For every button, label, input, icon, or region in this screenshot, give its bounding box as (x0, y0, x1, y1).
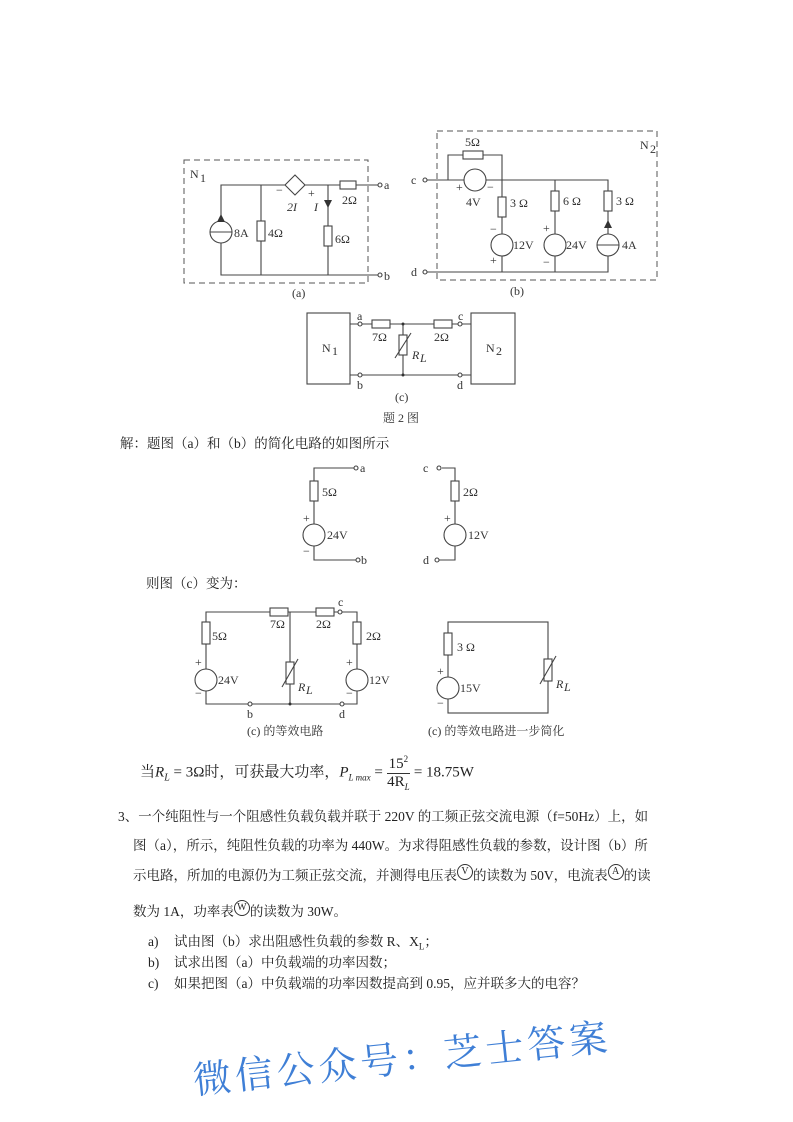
plus-sign: + (543, 221, 550, 235)
question-item (148, 930, 438, 952)
question-item (148, 951, 396, 971)
n1-label: N (322, 341, 331, 355)
terminal-b: b (247, 707, 253, 721)
terminal-a: a (384, 178, 390, 192)
problem-line: 图（a），所示，纯阻性负载的功率为 440W。为求得阻感性负载的参数，设计图（b）所 (133, 838, 648, 853)
r3b-label: 3 Ω (616, 194, 634, 208)
r2a-label: 2Ω (316, 617, 331, 631)
item-text: 试由图（b）求出阻感性负载的参数 R、X (174, 934, 419, 949)
terminal-c: c (338, 595, 344, 609)
terminal-d: d (423, 553, 429, 567)
v4-label: 4V (466, 195, 481, 209)
formula-eq: = (370, 764, 387, 781)
plus-sign: + (490, 253, 497, 267)
terminal-d: d (339, 707, 345, 721)
formula-den-sub: L (404, 782, 410, 792)
plus-sign: + (437, 664, 444, 678)
formula-pre: 当 (140, 764, 156, 781)
n2-label: N (640, 138, 649, 152)
formula-p: P (339, 764, 349, 781)
line-text: 的读数为 30W。 (249, 904, 347, 919)
r6-label: 6 Ω (563, 194, 581, 208)
line-text: 数为 1A，功率表 (133, 904, 234, 919)
v12-label: 12V (369, 673, 390, 687)
rl-sub: L (306, 683, 313, 697)
v12-label: 12V (468, 528, 489, 542)
line-text: 的读 (623, 868, 651, 883)
caption-b: (b) (510, 284, 524, 298)
r3-label: 3 Ω (457, 640, 475, 654)
caption-eq2: (c) 的等效电路进一步简化 (428, 724, 565, 738)
minus-sign: − (437, 696, 444, 710)
minus-sign: − (543, 255, 550, 269)
equivalent-circuit-simplified (428, 622, 571, 738)
rl-sub: L (420, 351, 427, 365)
n2-label: N (486, 341, 495, 355)
formula-rl: R (155, 764, 165, 781)
r2-label: 2Ω (434, 330, 449, 344)
i4-label: 4A (622, 238, 637, 252)
plus-sign: + (303, 511, 310, 525)
current-label: I (314, 200, 318, 214)
watermark: 微信公众号：芝士答案 (190, 1015, 614, 1103)
formula-result: = 18.75W (410, 764, 474, 781)
r5-label: 5Ω (322, 485, 337, 499)
caption-eq: (c) 的等效电路 (247, 724, 324, 738)
terminal-c: c (411, 173, 417, 187)
n1-sub: 1 (332, 344, 338, 358)
formula-num: 15 (388, 756, 404, 772)
rl-label: R (298, 680, 306, 694)
item-label: a) (148, 934, 159, 949)
terminal-c: c (458, 309, 464, 323)
item-end: ； (424, 934, 438, 949)
terminal-a: a (360, 461, 366, 475)
rl-label: R (556, 677, 564, 691)
voltmeter-icon: V (457, 864, 473, 880)
plus-sign: + (308, 186, 315, 200)
r2-label: 2Ω (342, 193, 357, 207)
problem-line: 3、一个纯阻性与一个阻感性负载负载并联于 220V 的工频正弦交流电源（f=50Hz）上，如 (118, 809, 649, 824)
rl-sub: L (564, 680, 571, 694)
figure-b (411, 131, 657, 298)
formula-fraction (387, 754, 411, 792)
r5-label: 5Ω (212, 629, 227, 643)
r6-label: 6Ω (335, 232, 350, 246)
item-label: b) (148, 955, 160, 970)
n1-sub: 1 (200, 171, 206, 185)
figure-a (184, 160, 390, 300)
item-label: c) (148, 976, 159, 991)
src-label: 8A (234, 226, 249, 240)
terminal-d: d (411, 265, 417, 279)
minus-sign: − (303, 544, 310, 558)
dep-source-label: 2I (287, 200, 297, 214)
formula-num-sup: 2 (403, 754, 409, 764)
item-text: 试求出图（a）中负载端的功率因数； (174, 955, 396, 970)
r7-label: 7Ω (372, 330, 387, 344)
n1-label: N (190, 167, 199, 181)
n2-sub: 2 (650, 142, 656, 156)
v24-label: 24V (566, 238, 587, 252)
equivalent-circuit (195, 595, 390, 738)
terminal-d: d (457, 378, 463, 392)
v15-label: 15V (460, 681, 481, 695)
problem-line (133, 900, 347, 920)
terminal-b: b (361, 553, 367, 567)
terminal-a: a (357, 309, 363, 323)
figure-c (307, 309, 515, 425)
question-item (148, 972, 585, 992)
v24-label: 24V (218, 673, 239, 687)
item-sub: L (418, 941, 425, 952)
v12-label: 12V (513, 238, 534, 252)
formula-den: 4R (387, 774, 405, 790)
plus-sign: + (346, 655, 353, 669)
terminal-b: b (357, 378, 363, 392)
minus-sign: − (487, 180, 494, 194)
r4-label: 4Ω (268, 226, 283, 240)
solution-intro: 解：题图（a）和（b）的简化电路的如图所示 (120, 436, 390, 451)
line-text: 的读数为 50V，电流表 (473, 868, 608, 883)
max-power-formula (140, 754, 474, 792)
item-text: 如果把图（a）中负载端的功率因数提高到 0.95，应并联多大的电容？ (174, 976, 585, 991)
caption-a: (a) (292, 286, 306, 300)
plus-sign: + (444, 511, 451, 525)
line-text: 示电路，所加的电源仍为工频正弦交流，并测得电压表 (133, 868, 457, 883)
r2-label: 2Ω (463, 485, 478, 499)
dependent-source-icon (285, 175, 305, 195)
minus-sign: − (276, 183, 283, 197)
r2b-label: 2Ω (366, 629, 381, 643)
plus-sign: + (195, 655, 202, 669)
v24-label: 24V (327, 528, 348, 542)
minus-sign: − (346, 686, 353, 700)
simplified-circuits (303, 461, 489, 567)
minus-sign: − (195, 686, 202, 700)
problem-line (133, 864, 651, 884)
plus-sign: + (456, 180, 463, 194)
then-text: 则图（c）变为： (146, 576, 247, 591)
minus-sign: − (490, 222, 497, 236)
formula-rl-sub: L (164, 772, 170, 784)
caption-c: (c) (395, 390, 409, 404)
figure-title: 题 2 图 (383, 411, 420, 425)
r3a-label: 3 Ω (510, 196, 528, 210)
wattmeter-icon: W (234, 900, 250, 916)
formula-mid: = 3Ω时，可获最大功率， (169, 764, 340, 781)
rl-label: R (412, 348, 420, 362)
r7-label: 7Ω (270, 617, 285, 631)
r5-label: 5Ω (465, 135, 480, 149)
n2-sub: 2 (496, 344, 502, 358)
formula-p-sub: L max (348, 772, 371, 783)
terminal-b: b (384, 269, 390, 283)
ammeter-icon: A (608, 864, 624, 880)
terminal-c: c (423, 461, 429, 475)
